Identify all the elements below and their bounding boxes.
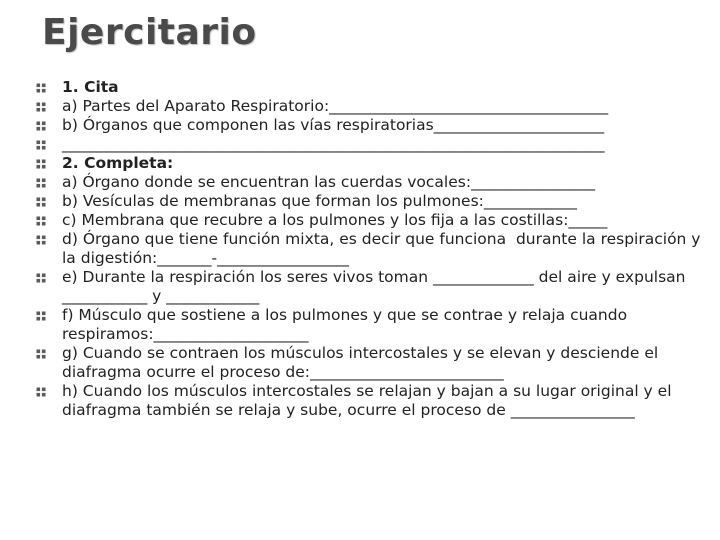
exercise-list xyxy=(36,78,708,420)
list-item-text: h) Cuando los músculos intercostales se relajan y bajan a su lugar original y el diafragma también se relaja y sube, ocurre el proceso de ________________ xyxy=(62,382,677,419)
bullet-icon xyxy=(36,178,46,188)
bullet-icon xyxy=(36,311,46,321)
list-item xyxy=(36,97,708,116)
list-item xyxy=(36,135,708,154)
list-item xyxy=(36,78,708,97)
bullet-icon xyxy=(36,159,46,169)
list-item-text: 2. Completa: xyxy=(62,154,174,172)
slide-title: Ejercitario xyxy=(42,12,257,53)
bullet-icon xyxy=(36,83,46,93)
list-item xyxy=(36,173,708,192)
list-item-text: a) Órgano donde se encuentran las cuerdas vocales:________________ xyxy=(62,173,596,191)
list-item-text: b) Órganos que componen las vías respiratorias______________________ xyxy=(62,116,605,134)
list-item-text: g) Cuando se contraen los músculos intercostales y se elevan y desciende el diafragma ocurre el proceso de:_________________________ xyxy=(62,344,664,381)
list-item-text: f) Músculo que sostiene a los pulmones y que se contrae y relaja cuando respiramos:____________________ xyxy=(62,306,632,343)
bullet-icon xyxy=(36,349,46,359)
list-item-text: ______________________________________________________________________ xyxy=(62,135,605,153)
list-item xyxy=(36,154,708,173)
list-item xyxy=(36,382,708,420)
list-item-text: c) Membrana que recubre a los pulmones y los fija a las costillas:_____ xyxy=(62,211,608,229)
bullet-icon xyxy=(36,140,46,150)
bullet-icon xyxy=(36,102,46,112)
bullet-icon xyxy=(36,235,46,245)
list-item-text: a) Partes del Aparato Respiratorio:____________________________________ xyxy=(62,97,609,115)
list-item-text: e) Durante la respiración los seres vivos toman _____________ del aire y expulsan ___________ y ____________ xyxy=(62,268,691,305)
list-item xyxy=(36,306,708,344)
bullet-icon xyxy=(36,273,46,283)
list-item-text: 1. Cita xyxy=(62,78,119,96)
bullet-icon xyxy=(36,387,46,397)
list-item xyxy=(36,192,708,211)
list-item-text: b) Vesículas de membranas que forman los pulmones:____________ xyxy=(62,192,577,210)
bullet-icon xyxy=(36,121,46,131)
list-item-text: d) Órgano que tiene función mixta, es decir que funciona durante la respiración y la digestión:_______-_________________ xyxy=(62,230,706,267)
list-item xyxy=(36,230,708,268)
bullet-icon xyxy=(36,216,46,226)
list-item xyxy=(36,211,708,230)
list-item xyxy=(36,116,708,135)
list-item xyxy=(36,344,708,382)
bullet-icon xyxy=(36,197,46,207)
list-item xyxy=(36,268,708,306)
